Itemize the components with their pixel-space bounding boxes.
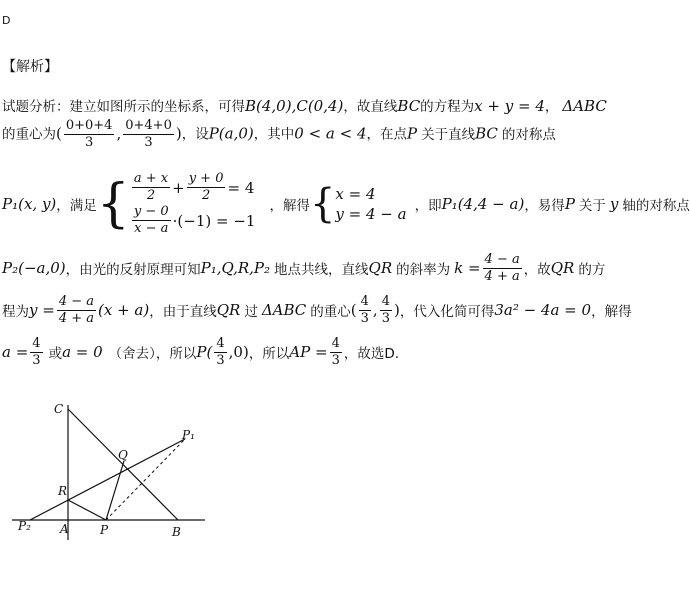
solution-line-5: 程为 y = $\frac{4 - a}{4 + a}$ (x + a) ，由于直线 QR 过 ΔABC 的重心 ( $\frac{4}{3}$ , $\frac{4}{3}$ ) ，代入化简可得 3a² − 4a = 0 ，解得 (2, 293, 632, 326)
answer-header: D (2, 14, 11, 27)
label-c: C (54, 402, 64, 416)
left-brace: { (96, 174, 130, 234)
label-q: Q (118, 448, 128, 462)
label-p2: P₂ (18, 519, 31, 533)
left-brace-small: { (309, 181, 336, 227)
geometry-figure (0, 395, 220, 555)
label-p1: P₁ (182, 428, 195, 442)
section-title: 【解析】 (2, 59, 58, 75)
segment-rp (68, 500, 106, 520)
solution-line-2: 的重心为( $\frac{0+0+4}{3}$ , $\frac{0+4+0}{3}$ )，设P(a,0)，其中0 < a < 4，在点P 关于直线BC 的对称点 (2, 118, 556, 150)
label-p: P (100, 523, 109, 537)
label-r: R (58, 484, 68, 498)
solution-system: x = 4 y = 4 − a (335, 185, 407, 223)
solution-line-3: P₁(x, y) ，满足 { $\frac{a + x}{2}$ + $\frac{y + 0}{2}$ = 4 $\frac{y - 0}{x - a}$ ·(−1) = −1 ，解得 { x = 4 y = 4 − a ，即 P₁(4,4 − a) ，易得 P 关于 y 轴的对称点 (2, 171, 690, 236)
solution-line-1: 试题分析：建立如图所示的坐标系，可得B(4,0),C(0,4)，故直线BC的方程为x + y = 4， ΔABC (2, 97, 607, 115)
label-a: A (60, 522, 69, 536)
centroid-fraction-y: $\frac{0+4+0}{3}$ (125, 118, 172, 150)
line-p2-p1 (30, 439, 185, 520)
solution-line-6: a = $\frac{4}{3}$ 或 a = 0 （舍去），所以 P( $\frac{4}{3}$ ,0) ，所以 AP = $\frac{4}{3}$ ，故选D. (2, 335, 400, 368)
label-b: B (172, 525, 181, 539)
centroid-fraction-x: $\frac{0+0+4}{3}$ (65, 118, 113, 150)
equation-system: $\frac{a + x}{2}$ + $\frac{y + 0}{2}$ = 4 $\frac{y - 0}{x - a}$ ·(−1) = −1 (133, 171, 256, 236)
solution-line-4: P₂(−a,0) ，由光的反射原理可知 P₁,Q,R,P₂ 地点共线，直线 QR 的斜率为 k = $\frac{4 - a}{4 + a}$ ，故 QR 的方 (2, 251, 606, 284)
